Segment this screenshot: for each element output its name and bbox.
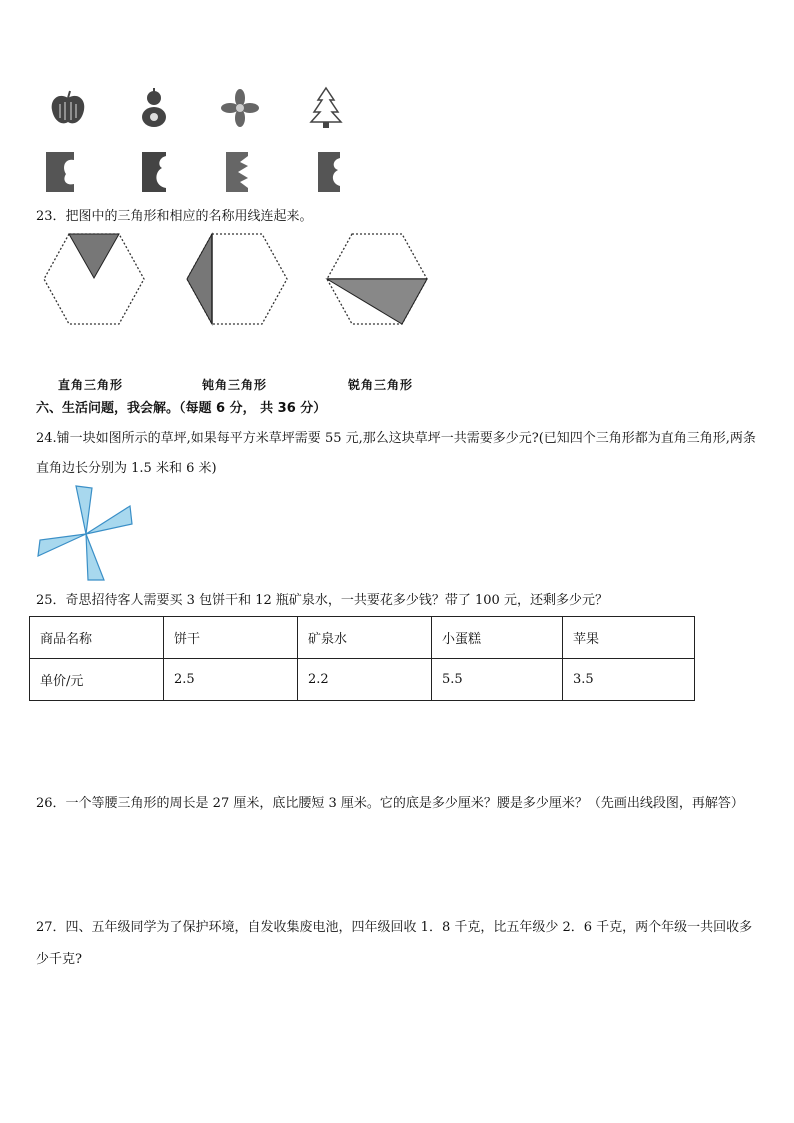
half-apple-icon (44, 150, 80, 194)
table-row (30, 617, 695, 659)
tree-icon (308, 86, 344, 130)
figure-row-bottom (40, 148, 360, 196)
half-gourd-icon (140, 150, 170, 194)
figure-row-top (40, 84, 360, 134)
question-26-text: 26．一个等腰三角形的周长是 27 厘米，底比腰短 3 厘米。它的底是多少厘米？腰是多少厘米？（先画出线段图，再解答） (36, 796, 744, 811)
half-tree-icon (316, 150, 346, 194)
hexagon-figure-3 (323, 232, 431, 326)
table-cell: 饼干 (164, 617, 298, 659)
table-cell: 5.5 (432, 659, 563, 701)
table-cell: 商品名称 (30, 617, 164, 659)
apple-icon (48, 88, 88, 128)
table-cell: 2.2 (298, 659, 432, 701)
table-cell: 单价/元 (30, 659, 164, 701)
label-right-triangle: 直角三角形 (58, 378, 124, 392)
label-acute-triangle: 锐角三角形 (348, 378, 414, 392)
gourd-icon (136, 86, 172, 130)
hexagon-figure-2 (183, 232, 291, 326)
question-24-text: 24.铺一块如图所示的草坪,如果每平方米草坪需要 55 元,那么这块草坪一共需要多少元?(已知四个三角形都为直角三角形,两条直角边长分别为 1.5 米和 6 米) (36, 431, 756, 476)
question-23-text: 23．把图中的三角形和相应的名称用线连起来。 (36, 209, 313, 224)
question-25-text: 25．奇思招待客人需要买 3 包饼干和 12 瓶矿泉水，一共要花多少钱？带了 100 元，还剩多少元？ (36, 593, 608, 608)
half-flower-icon (224, 150, 254, 194)
table-cell: 2.5 (164, 659, 298, 701)
label-obtuse-triangle: 钝角三角形 (202, 378, 268, 392)
flower-icon (220, 88, 260, 128)
table-cell: 3.5 (563, 659, 695, 701)
table-cell: 矿泉水 (298, 617, 432, 659)
table-row (30, 659, 695, 701)
pinwheel-lawn-figure (36, 484, 136, 584)
table-cell: 苹果 (563, 617, 695, 659)
price-table (29, 616, 695, 701)
question-27-text: 27．四、五年级同学为了保护环境，自发收集废电池，四年级回收 1．8 千克，比五年级少 2．6 千克，两个年级一共回收多少千克? (36, 920, 753, 967)
table-cell: 小蛋糕 (432, 617, 563, 659)
section-6-heading: 六、生活问题，我会解。（每题 6 分， 共 36 分） (36, 401, 327, 416)
hexagon-figure-1 (40, 232, 148, 326)
